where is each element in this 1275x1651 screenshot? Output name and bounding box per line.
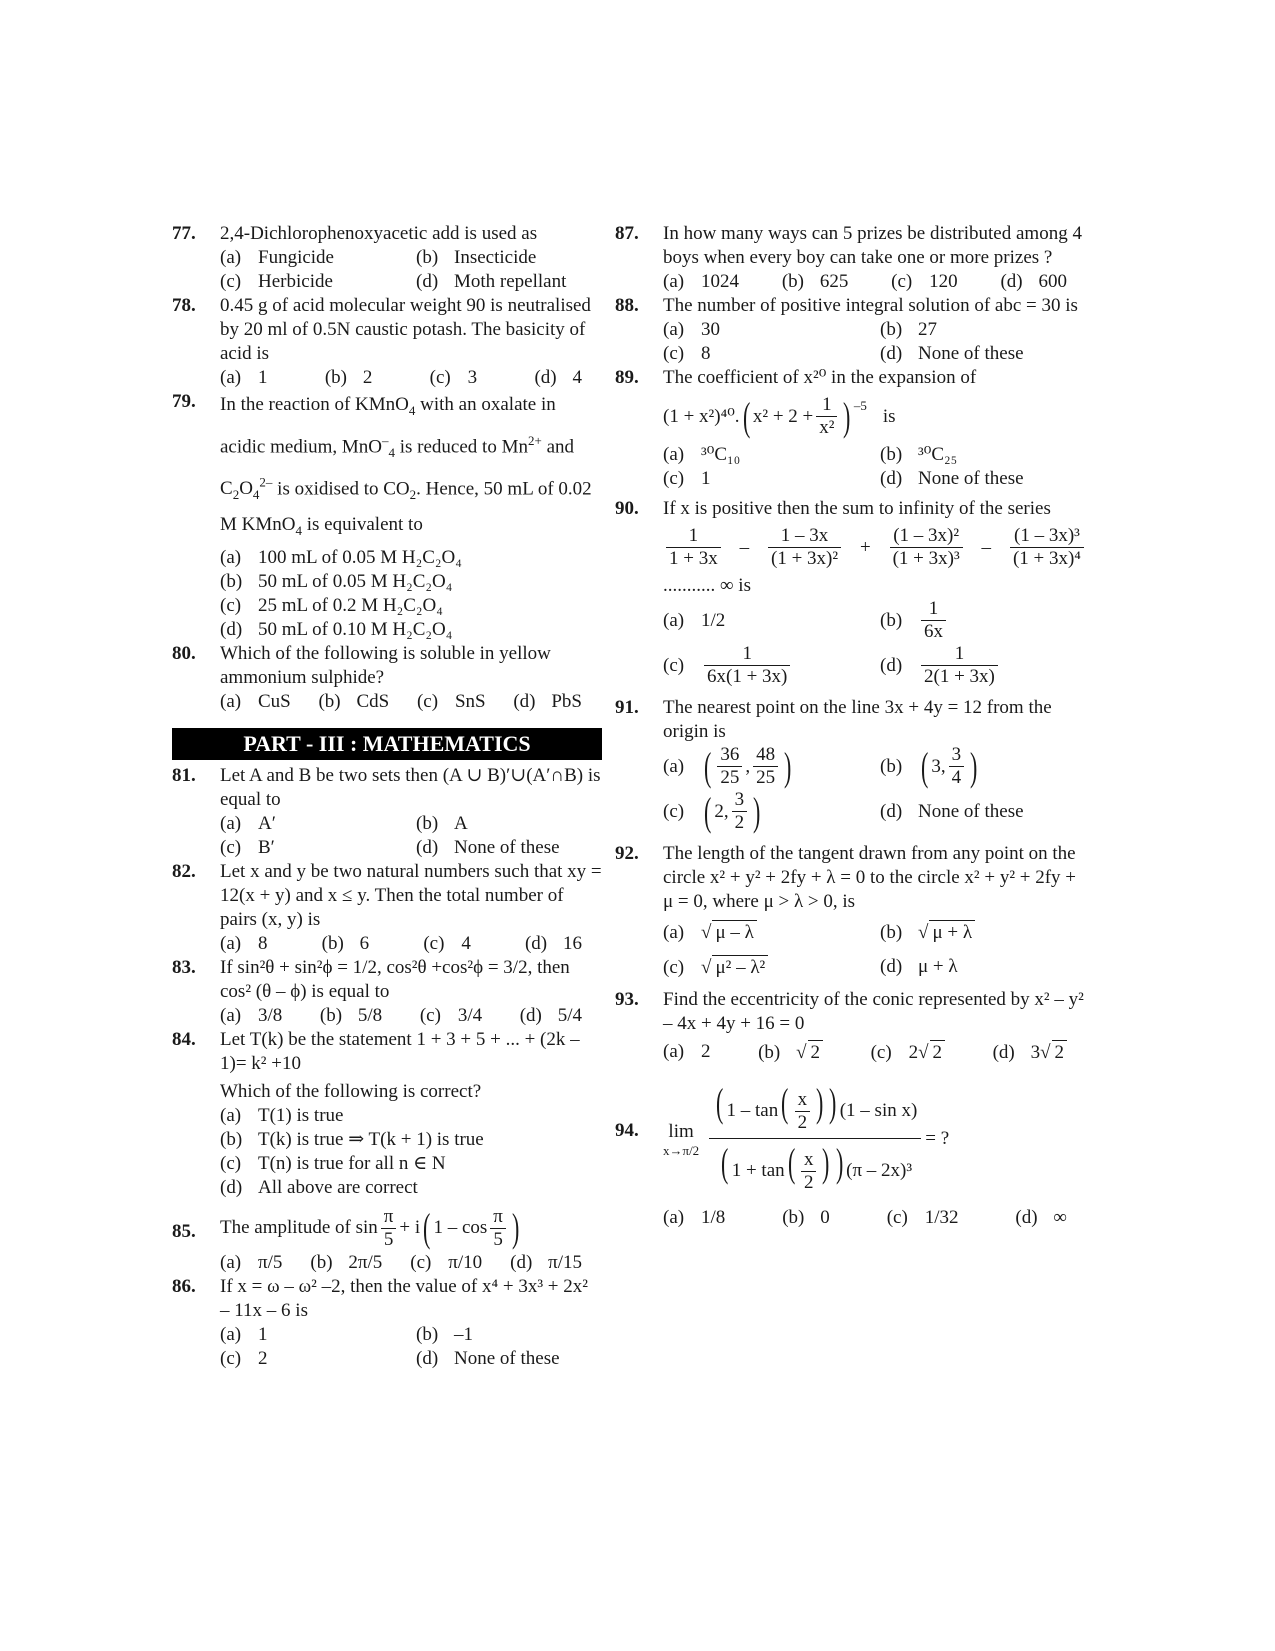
option-b: (b) Insecticide xyxy=(416,247,537,268)
question-text: Find the eccentricity of the conic represented by x² – y² – 4x + 4y + 16 = 0 xyxy=(663,989,1084,1034)
option-c: (c) 120 xyxy=(891,271,958,292)
option-d: (d) None of these xyxy=(416,836,560,858)
question-text: If x = ω – ω² –2, then the value of x⁴ + 3x³ + 2x² – 11x – 6 is xyxy=(220,1275,588,1321)
question-text: The nearest point on the line 3x + 4y = 12 from the origin is xyxy=(663,697,1052,742)
option-d: (d) 3√ 2 xyxy=(993,1040,1067,1065)
question-text: 2,4-Dichlorophenoxyacetic add is used as xyxy=(220,223,538,244)
options xyxy=(220,246,602,294)
option-a: (a) 1/2 xyxy=(663,609,726,631)
question-number: 86. xyxy=(172,1275,196,1297)
question-94 xyxy=(615,1079,1087,1230)
question-number: 84. xyxy=(172,1028,196,1050)
question-83 xyxy=(172,956,602,1028)
option-a: (a) A′ xyxy=(220,812,276,834)
option-d: (d) 4 xyxy=(534,367,582,388)
question-number: 77. xyxy=(172,223,196,244)
option-d: (d) $\frac{1}{2(1 + 3x)}$ xyxy=(880,643,1087,688)
option-c: (c) 4 xyxy=(423,932,471,954)
question-80 xyxy=(172,642,602,714)
question-text: Let T(k) be the statement 1 + 3 + 5 + ... + (2k – 1)= k² +10 xyxy=(220,1028,580,1074)
question-88 xyxy=(615,294,1087,366)
option-d: (d) PbS xyxy=(513,690,582,712)
question-number: 81. xyxy=(172,764,196,786)
series-tail: ........... ∞ is xyxy=(663,575,751,596)
option-d: (d) ∞ xyxy=(1015,1207,1067,1229)
question-85 xyxy=(172,1206,602,1275)
option-a: (a) 1 xyxy=(220,367,268,388)
question-number: 92. xyxy=(615,843,639,864)
question-number: 90. xyxy=(615,498,639,519)
option-b: (b) T(k) is true ⇒ T(k + 1) is true xyxy=(220,1128,484,1150)
question-number: 93. xyxy=(615,989,639,1010)
question-92 xyxy=(615,842,1087,980)
option-c: (c) Herbicide xyxy=(220,271,333,292)
question-number: 83. xyxy=(172,956,196,978)
option-d: (d) None of these xyxy=(880,468,1024,489)
question-91 xyxy=(615,696,1087,834)
question-78 xyxy=(172,294,602,390)
options xyxy=(663,1206,1087,1230)
option-a: (a) 3/8 xyxy=(220,1004,283,1026)
option-a: (a) 8 xyxy=(220,932,268,954)
option-b: (b) ³⁰C₂₅ xyxy=(880,444,958,465)
question-number: 88. xyxy=(615,295,639,316)
option-a: (a) 30 xyxy=(663,319,720,340)
question-79 xyxy=(172,390,602,642)
question-number: 85. xyxy=(172,1220,196,1242)
options xyxy=(220,1323,602,1371)
options xyxy=(663,598,1087,688)
option-b: (b) ( 3, $\frac{3}{4}$ ) xyxy=(880,743,978,789)
options xyxy=(220,812,602,860)
option-d: (d) 5/4 xyxy=(519,1004,582,1026)
part-title-banner: PART - III : MATHEMATICS xyxy=(172,728,602,760)
option-d: (d) None of these xyxy=(416,1347,560,1369)
question-text: The length of the tangent drawn from any point on the circle x² + y² + 2fy + λ = 0 to the circle x² + y² + 2fy + μ = 0, where μ > λ > 0, is xyxy=(663,843,1077,912)
option-b: (b) 625 xyxy=(781,271,849,292)
option-d: (d) 16 xyxy=(524,932,582,954)
option-d: (d) All above are correct xyxy=(220,1176,418,1198)
option-c: (c) B′ xyxy=(220,836,275,858)
option-b: (b) 2π/5 xyxy=(310,1251,383,1273)
question-82 xyxy=(172,860,602,956)
option-a: (a) π/5 xyxy=(220,1251,283,1273)
option-a: (a) 1/8 xyxy=(663,1207,726,1229)
options xyxy=(220,1104,602,1200)
option-c: (c) 2√ 2 xyxy=(871,1040,945,1065)
option-c: (c) π/10 xyxy=(410,1251,483,1273)
question-89 xyxy=(615,366,1087,491)
options xyxy=(220,546,602,642)
question-text: In the reaction of KMnO$_4$ with an oxalate in acidic medium, MnO–$_4$ is reduced to $Mn^{2+}$ and $C_2O_4^{2-}$ is oxidised to $CO_2$. Hence, 50 mL of 0.02 M KMnO$_4$ is equivalent to xyxy=(220,394,592,538)
question-81 xyxy=(172,764,602,860)
options xyxy=(663,443,1087,491)
option-c: (c) 1/32 xyxy=(886,1207,959,1229)
series-expression: $\frac{1}{1 + 3x}$ – $\frac{1 - 3x}{\text{(1 + 3x)²}}$ + $\frac{\text{(1 – 3x)²}}{\text{(1 + 3x)³}}$ – $\frac{\text{(1 – 3x)³}}{\text{(1 + 3x)⁴}}$ xyxy=(663,525,1087,570)
question-text: If sin²θ + sin²ϕ = 1/2, cos²θ +cos²ϕ = 3/2, then cos² (θ – ϕ) is equal to xyxy=(220,956,570,1002)
option-c: (c) T(n) is true for all n ∈ N xyxy=(220,1152,446,1174)
option-d: (d) None of these xyxy=(880,343,1024,364)
options xyxy=(663,318,1087,366)
option-b: (b) A xyxy=(416,812,468,834)
option-c: (c) SnS xyxy=(416,690,486,712)
option-b: (b) 27 xyxy=(880,319,937,340)
option-a: (a) 100 mL of 0.05 M H₂C₂O₄ xyxy=(220,546,462,568)
options xyxy=(663,270,1087,294)
option-a: (a) ³⁰C₁₀ xyxy=(663,444,741,465)
question-number: 78. xyxy=(172,295,196,316)
option-c: (c) ( 2, $\frac{3}{2}$ ) xyxy=(663,788,761,834)
question-text: Which of the following is soluble in yellow ammonium sulphide? xyxy=(220,642,551,688)
left-column xyxy=(172,222,602,1371)
question-expression: (1 + x²)⁴⁰. ( x² + 2 + $\frac{1}{\text{x²}}$ ) $^{-5}$ is xyxy=(663,393,896,439)
question-number: 89. xyxy=(615,367,639,388)
option-a: (a) 1 xyxy=(220,1323,268,1345)
question-86 xyxy=(172,1275,602,1371)
option-d: (d) μ + λ xyxy=(880,956,958,977)
option-a: (a) CuS xyxy=(220,690,291,712)
option-c: (c) 3 xyxy=(429,367,478,388)
option-c: (c) $\frac{1}{6x(1 + 3x)}$ xyxy=(663,643,870,688)
question-text: If x is positive then the sum to infinity of the series xyxy=(663,498,1051,519)
options xyxy=(663,744,1087,834)
option-d: (d) None of these xyxy=(880,800,1024,822)
options xyxy=(220,366,602,390)
question-number: 87. xyxy=(615,223,639,244)
limit-expression: lim x→π/2 ( 1 – tan( $\frac{x}{2}$ ) ) (1 – sin x) ( 1 + tan( $\frac{x}{2}$ ) ) (π – 2x)³ = ? xyxy=(663,1079,1087,1198)
question-number: 80. xyxy=(172,642,196,664)
option-b: (b) 0 xyxy=(782,1207,830,1229)
option-a: (a) 2 xyxy=(663,1041,711,1062)
option-b: (b) $\frac{1}{6x}$ xyxy=(880,598,1087,643)
question-text: The number of positive integral solution of abc = 30 is xyxy=(663,295,1078,316)
option-b: (b) 2 xyxy=(324,367,373,388)
option-c: (c) 2 xyxy=(220,1347,268,1369)
options xyxy=(663,920,1087,980)
option-c: (c) 3/4 xyxy=(419,1004,483,1026)
options xyxy=(220,1004,602,1028)
question-text: 0.45 g of acid molecular weight 90 is neutralised by 20 ml of 0.5N caustic potash. The basicity of acid is xyxy=(220,295,591,364)
question-77 xyxy=(172,222,602,294)
question-subtext: Which of the following is correct? xyxy=(220,1080,482,1102)
option-a: (a) √ μ – λ xyxy=(663,920,870,945)
options xyxy=(663,1040,1087,1065)
option-b: (b) 5/8 xyxy=(319,1004,383,1026)
question-87 xyxy=(615,222,1087,294)
option-d: (d) π/15 xyxy=(510,1251,582,1273)
options xyxy=(220,932,602,956)
options xyxy=(220,690,602,714)
question-90 xyxy=(615,497,1087,688)
option-b: (b) √ 2 xyxy=(758,1040,823,1065)
option-b: (b) –1 xyxy=(416,1323,473,1345)
question-84 xyxy=(172,1028,602,1200)
question-number: 94. xyxy=(615,1120,639,1141)
option-c: (c) √ μ² – λ² xyxy=(663,955,870,980)
option-b: (b) CdS xyxy=(318,690,390,712)
option-c: (c) 8 xyxy=(663,343,711,364)
option-b: (b) √ μ + λ xyxy=(880,920,1087,945)
option-b: (b) 50 mL of 0.05 M H₂C₂O₄ xyxy=(220,570,453,592)
question-text: The coefficient of x²⁰ in the expansion of xyxy=(663,367,977,388)
option-c: (c) 1 xyxy=(663,468,711,489)
question-number: 79. xyxy=(172,391,196,412)
option-d: (d) Moth repellant xyxy=(416,271,567,292)
option-a: (a) 1024 xyxy=(663,271,739,292)
option-a: (a) T(1) is true xyxy=(220,1104,344,1126)
question-number: 82. xyxy=(172,860,196,882)
option-d: (d) 600 xyxy=(1000,271,1067,292)
option-a: (a) Fungicide xyxy=(220,247,334,268)
right-column xyxy=(615,222,1087,1230)
question-number: 91. xyxy=(615,697,639,718)
option-c: (c) 25 mL of 0.2 M H₂C₂O₄ xyxy=(220,594,443,616)
question-expression: The amplitude of sin $\frac{\pi}{5}$ + i ( 1 – cos $\frac{\pi}{5}$ ) xyxy=(220,1205,520,1251)
question-text: Let A and B be two sets then (A ∪ B)′∪(A′∩B) is equal to xyxy=(220,764,601,810)
option-d: (d) 50 mL of 0.10 M H₂C₂O₄ xyxy=(220,618,453,640)
options xyxy=(220,1251,602,1275)
option-a: (a) ( $\frac{36}{25}$ , $\frac{48}{25}$ ) xyxy=(663,743,792,789)
question-93 xyxy=(615,988,1087,1065)
question-text: Let x and y be two natural numbers such that xy = 12(x + y) and x ≤ y. Then the total number of pairs (x, y) is xyxy=(220,860,602,930)
option-b: (b) 6 xyxy=(321,932,370,954)
question-text: In how many ways can 5 prizes be distributed among 4 boys when every boy can take one or more prizes ? xyxy=(663,223,1082,268)
